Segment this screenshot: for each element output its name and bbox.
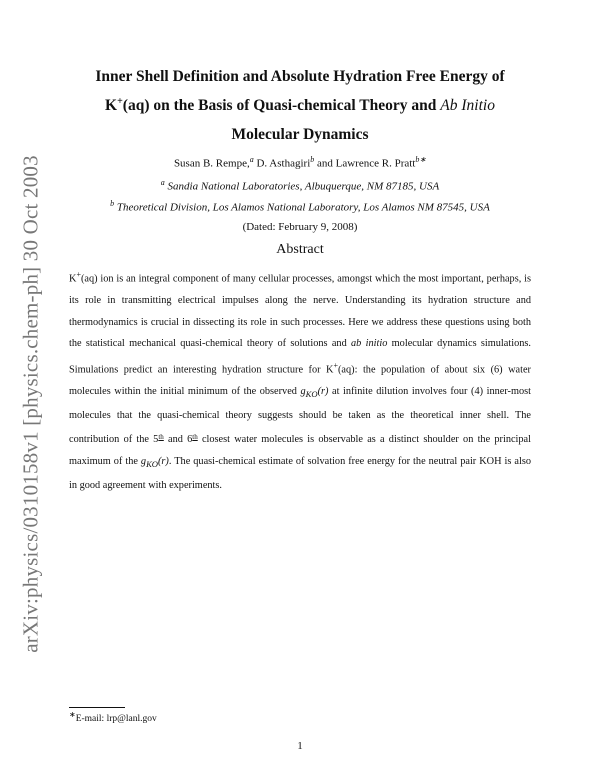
footnote-rule — [69, 707, 125, 708]
page-number: 1 — [297, 740, 303, 752]
affiliation-a: $^a$ Sandia National Laboratories, Albuquerque, NM 87185, USA — [160, 178, 440, 193]
title-line-3: Molecular Dynamics — [231, 126, 369, 143]
dated-line: (Dated: February 9, 2008) — [242, 221, 358, 233]
arxiv-identifier: arXiv:physics/0310158v1 [physics.chem-ph] 30 Oct 2003 — [18, 155, 43, 653]
affiliation-b: $^b$ Theoretical Division, Los Alamos National Laboratory, Los Alamos NM 87545, USA — [110, 199, 490, 214]
footnote-email: ∗E-mail: lrp@lanl.gov — [69, 710, 157, 725]
paper-title — [62, 62, 538, 149]
title-line-2: K+(aq) on the Basis of Quasi-chemical Theory and Ab Initio — [105, 95, 495, 114]
abstract-body: K+(aq) ion is an integral component of many cellular processes, amongst which the most important, perhaps, is its role in transmitting electrical impulses along the nerve. Understanding its hydration structure and thermodynamics is crucial in dissecting its role in such processes. Here we address these questions using both the statistical mechanical quasi-chemical theory of solutions and ab initio molecular dynamics simulations. Simulations predict an interesting hydration structure for K+(aq): the population of about six (6) water molecules within the initial minimum of the observed $g_{KO}(r)$ at infinite dilution involves four (4) inner-most molecules that the quasi-chemical theory suggests should be taken as the theoretical inner shell. The contribution of the 5th and 6th closest water molecules is observable as a distinct shoulder on the principal maximum of the $g_{KO}(r)$. The quasi-chemical estimate of solvation free energy for the neutral pair KOH is also in good agreement with experiments. — [69, 270, 531, 492]
title-line-1: Inner Shell Definition and Absolute Hydration Free Energy of — [95, 68, 505, 85]
abstract-heading: Abstract — [276, 242, 324, 257]
author-list: Susan B. Rempe,$^a$ D. Asthagiri$^b$ and Lawrence R. Pratt$^{b∗}$ — [173, 155, 427, 170]
